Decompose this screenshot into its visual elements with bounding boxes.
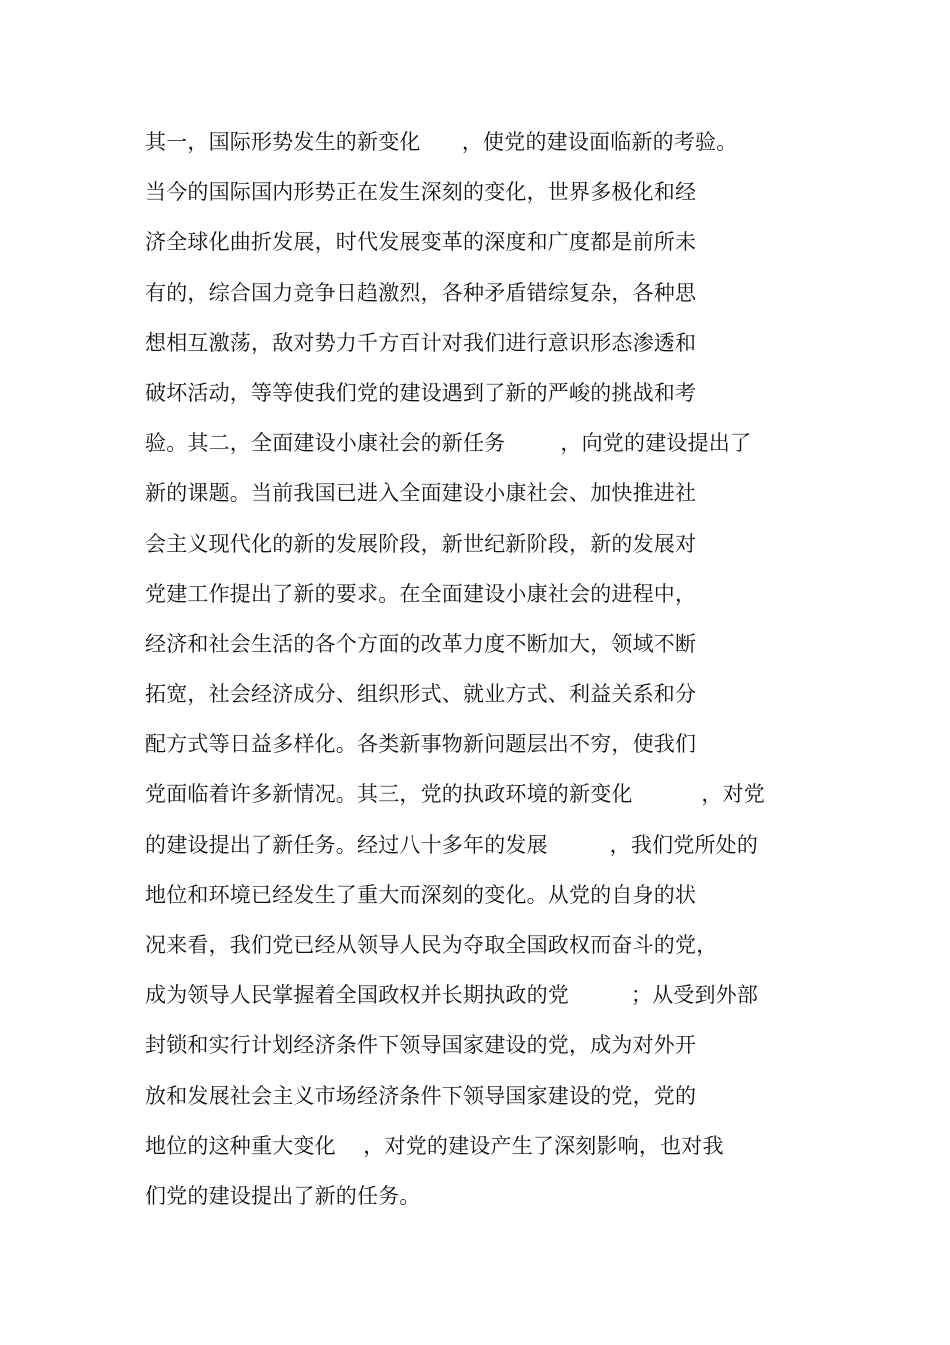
text-line: 会主义现代化的新的发展阶段，新世纪新阶段，新的发展对 [145,531,697,556]
text-line: 封锁和实行计划经济条件下领导国家建设的党，成为对外开 [145,1033,697,1058]
text-line: 地位的这种重大变化 ，对党的建设产生了深刻影响，也对我 [145,1133,724,1158]
text-line: 想相互激荡，敌对势力千方百计对我们进行意识形态渗透和 [145,330,697,355]
text-line: 的建设提出了新任务。经过八十多年的发展 ，我们党所处的 [145,832,759,857]
text-line: 有的，综合国力竞争日趋激烈，各种矛盾错综复杂，各种思 [145,280,697,305]
text-line: 当今的国际国内形势正在发生深刻的变化，世界多极化和经 [145,180,697,205]
text-line: 验。其二，全面建设小康社会的新任务 ，向党的建设提出了 [145,431,752,456]
text-line: 成为领导人民掌握着全国政权并长期执政的党 ；从受到外部 [145,983,759,1008]
text-line: 新的课题。当前我国已进入全面建设小康社会、加快推进社 [145,481,697,506]
text-line: 经济和社会生活的各个方面的改革力度不断加大，领域不断 [145,631,697,656]
text-line: 拓宽，社会经济成分、组织形式、就业方式、利益关系和分 [145,682,697,707]
text-line: 党面临着许多新情况。其三，党的执政环境的新变化 ，对党 [145,782,765,807]
text-line: 放和发展社会主义市场经济条件下领导国家建设的党，党的 [145,1083,697,1108]
body-text [145,122,845,1226]
text-line: 其一，国际形势发生的新变化 ，使党的建设面临新的考验。 [145,130,738,154]
text-line: 破坏活动，等等使我们党的建设遇到了新的严峻的挑战和考 [145,380,697,405]
text-line: 地位和环境已经发生了重大而深刻的变化。从党的自身的状 [145,882,697,907]
text-line: 党建工作提出了新的要求。在全面建设小康社会的进程中， [145,581,697,606]
text-line: 们党的建设提出了新的任务。 [145,1183,421,1208]
text-line: 况来看，我们党已经从领导人民为夺取全国政权而奋斗的党， [145,933,718,957]
text-line: 配方式等日益多样化。各类新事物新问题层出不穷，使我们 [145,732,697,757]
text-line: 济全球化曲折发展，时代发展变革的深度和广度都是前所未 [145,230,697,255]
